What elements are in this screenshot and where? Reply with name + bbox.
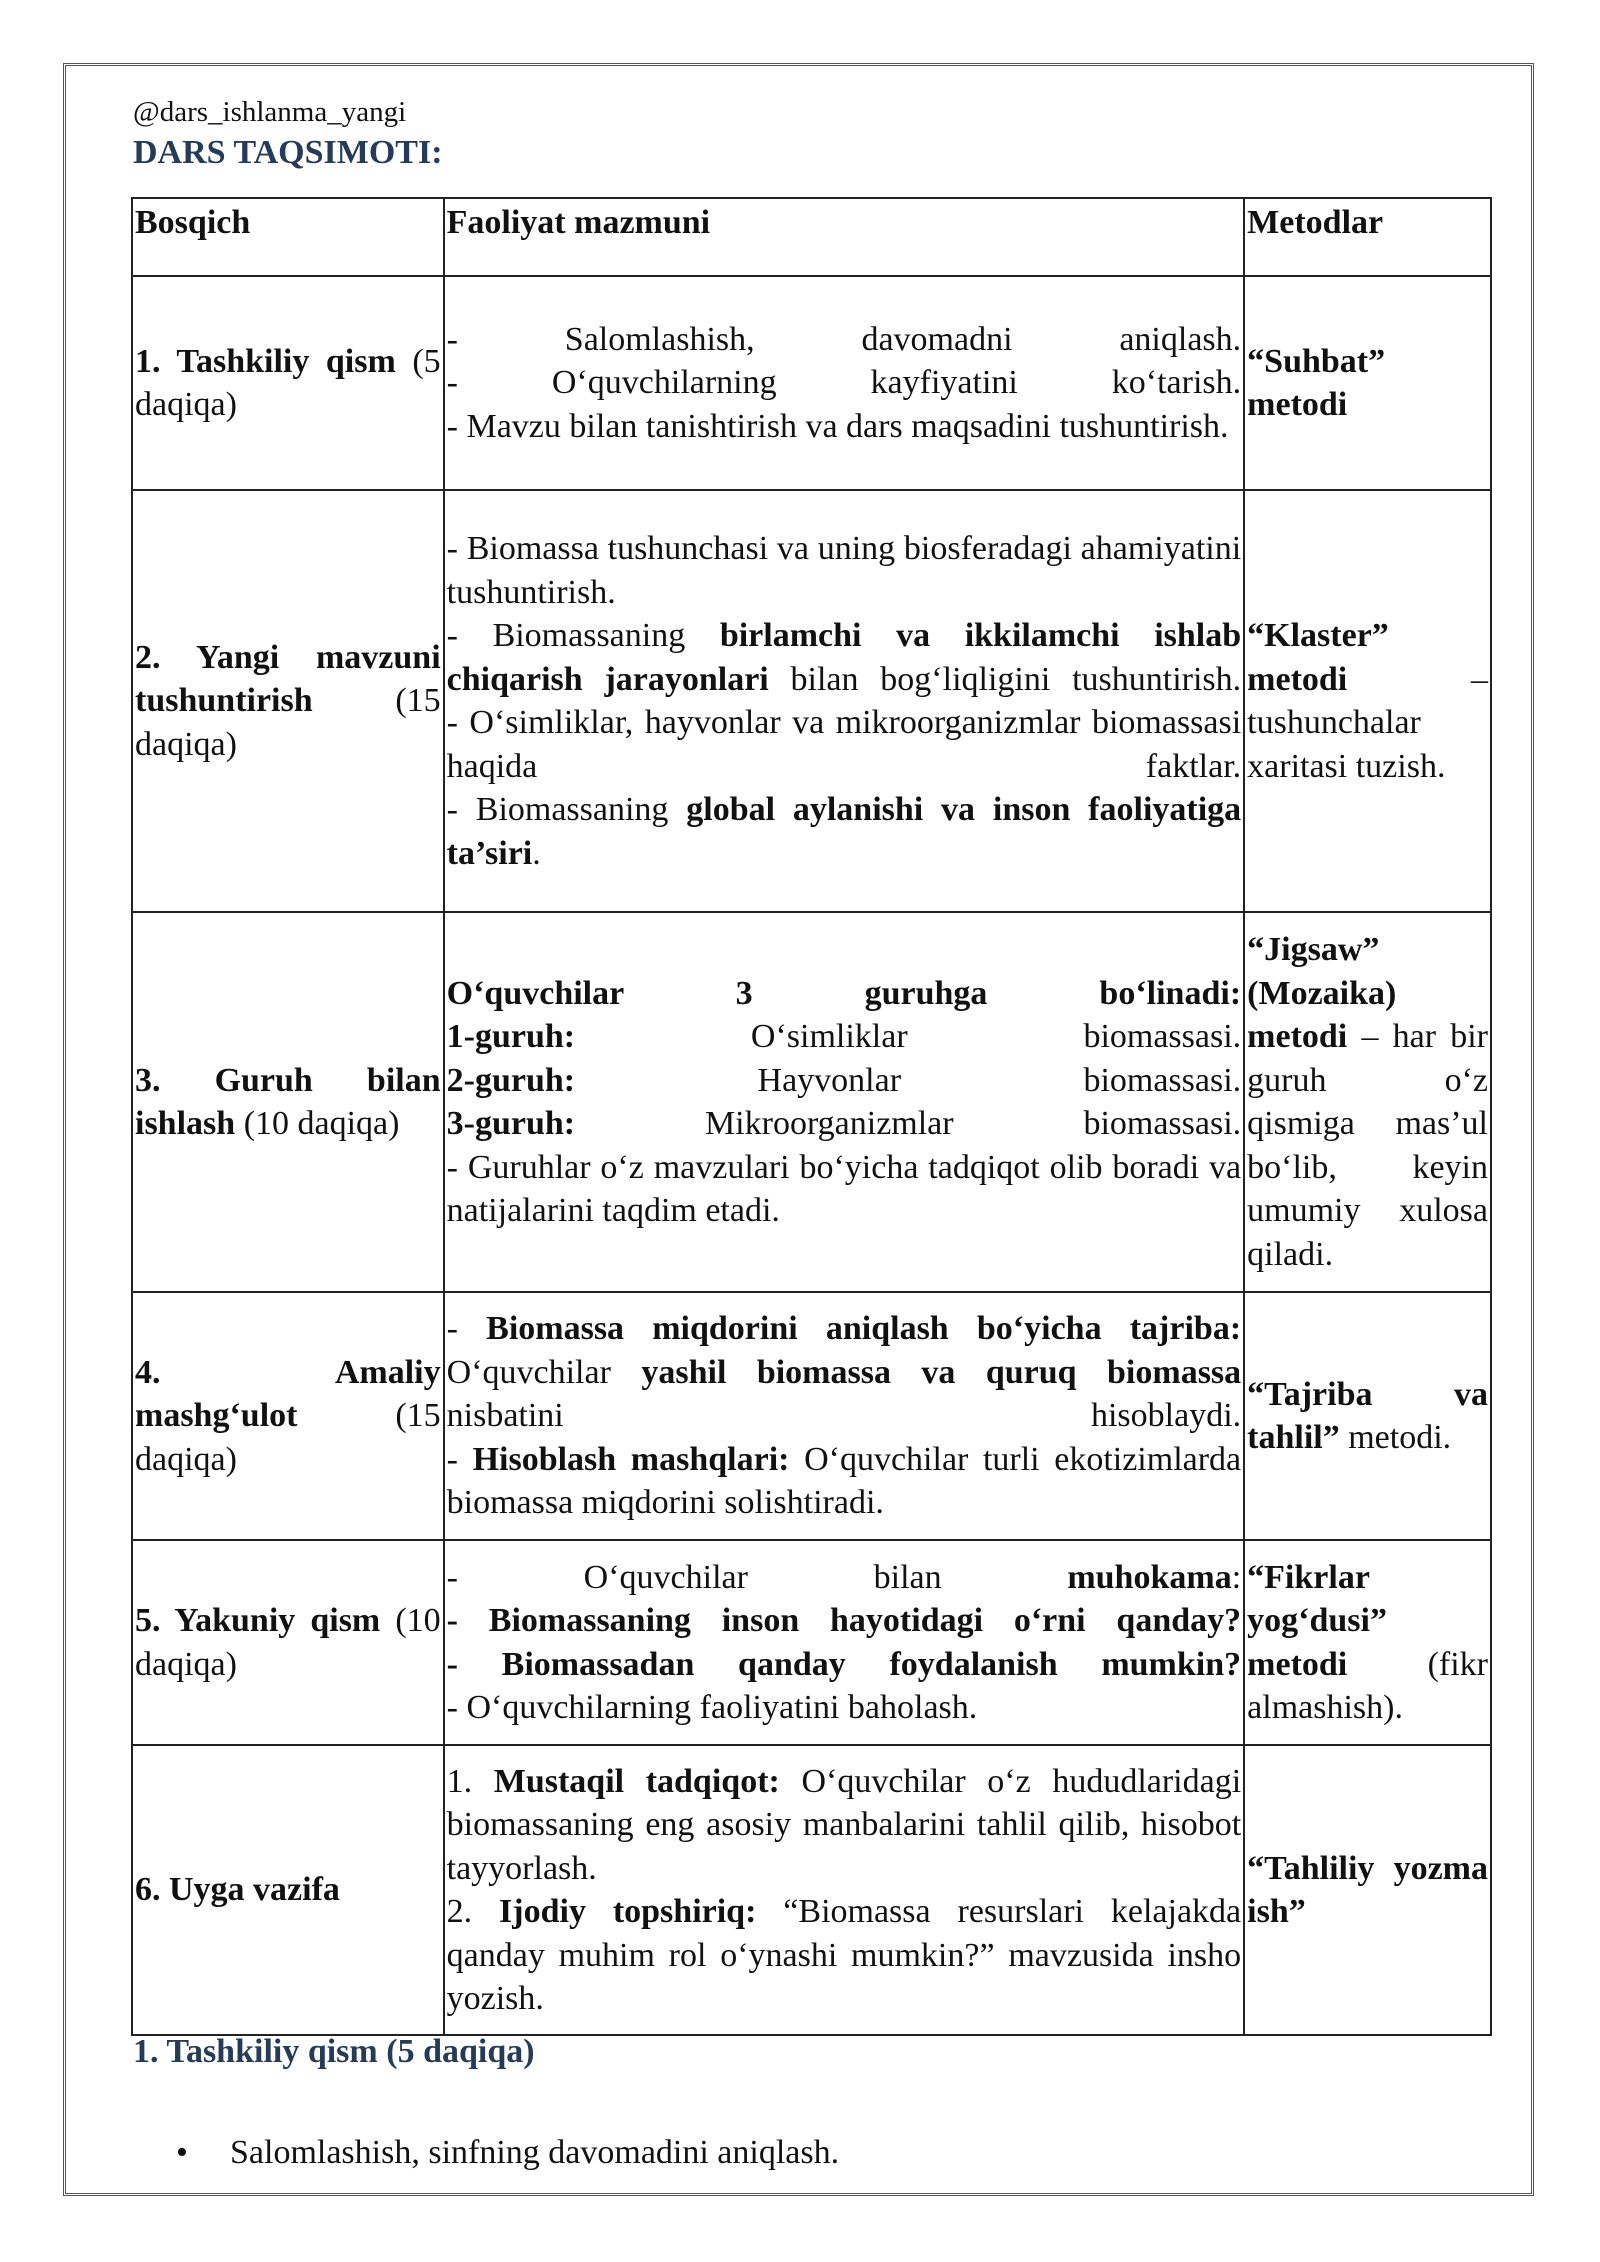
text: (10 daqiqa) bbox=[135, 1602, 441, 1683]
table-row bbox=[132, 1292, 1491, 1540]
table-row bbox=[132, 490, 1491, 912]
text: - bbox=[446, 1310, 487, 1348]
list-item-text: Salomlashish, sinfning davomadini aniqlash. bbox=[230, 2134, 840, 2171]
stage-cell bbox=[132, 1745, 444, 2035]
bold-text: Mustaqil tadqiqot: bbox=[493, 1762, 780, 1800]
bold-text: Biomassa miqdorini aniqlash bo‘yicha tajriba: bbox=[486, 1310, 1242, 1348]
activity-cell bbox=[444, 1292, 1245, 1540]
method-cell bbox=[1244, 1540, 1491, 1745]
activity-line bbox=[447, 405, 1242, 449]
text: (15 daqiqa) bbox=[135, 682, 441, 763]
activity-cell bbox=[444, 276, 1245, 490]
bold-text: Ijodiy topshiriq: bbox=[499, 1893, 757, 1930]
activity-line bbox=[447, 1307, 1242, 1351]
activity-line bbox=[447, 1015, 1242, 1059]
text: O‘quvchilar o‘z hududlaridagi biomassaning eng asosiy manbalarini tahlil qilib, hisobot tayyorlash. bbox=[446, 1762, 1242, 1887]
text: (15 daqiqa) bbox=[135, 1397, 441, 1478]
bold-text: “Fikrlar yog‘dusi” metodi bbox=[1247, 1558, 1387, 1683]
activity-cell bbox=[444, 912, 1245, 1292]
stage-cell bbox=[132, 912, 444, 1292]
text: . bbox=[532, 834, 541, 872]
activity-cell bbox=[444, 490, 1245, 912]
text: O‘quvchilar turli ekotizimlarda biomassa miqdorini solishtiradi. bbox=[446, 1440, 1242, 1522]
method-cell bbox=[1244, 1745, 1491, 2035]
activity-line bbox=[447, 1102, 1242, 1146]
table-row bbox=[132, 912, 1491, 1292]
bold-text: 3-guruh: bbox=[446, 1105, 576, 1142]
bold-text: 3. Guruh bilan ishlash bbox=[135, 1061, 441, 1142]
bold-text: 5. Yakuniy qism bbox=[135, 1602, 381, 1639]
text: O‘quvchilar bbox=[446, 1353, 642, 1391]
activity-line bbox=[447, 788, 1242, 875]
bold-text: birlamchi va ikkilamchi ishlab chiqarish jarayonlari bbox=[446, 617, 1242, 698]
text: – har bir guruh o‘z qismiga mas’ul bo‘lib, keyin umumiy xulosa qiladi. bbox=[1247, 1018, 1488, 1273]
header-activity: Faoliyat mazmuni bbox=[444, 198, 1245, 276]
text: Hayvonlar biomassasi. bbox=[575, 1061, 1242, 1099]
bold-text: 1. Tashkiliy qism bbox=[135, 342, 396, 380]
bold-text: 4. Amaliy mashg‘ulot bbox=[135, 1353, 441, 1435]
text: metodi. bbox=[1339, 1419, 1452, 1456]
bold-text: “Jigsaw” (Mozaika) metodi bbox=[1247, 931, 1397, 1055]
text: - O‘quvchilar bilan bbox=[446, 1558, 1068, 1596]
page-title: DARS TAQSIMOTI: bbox=[133, 134, 443, 171]
activity-line bbox=[447, 1059, 1242, 1103]
bold-text: 6. Uyga vazifa bbox=[135, 1871, 340, 1909]
method-cell bbox=[1244, 912, 1491, 1292]
activity-line bbox=[447, 318, 1242, 362]
activity-line bbox=[447, 1438, 1242, 1525]
header-methods: Metodlar bbox=[1244, 198, 1491, 276]
bold-text: 2-guruh: bbox=[446, 1061, 576, 1099]
activity-line bbox=[447, 1556, 1242, 1600]
method-cell bbox=[1244, 490, 1491, 912]
bold-text: muhokama bbox=[1067, 1558, 1232, 1596]
bold-text: “Suhbat” metodi bbox=[1247, 342, 1386, 423]
table-row bbox=[132, 1540, 1491, 1745]
method-cell bbox=[1244, 276, 1491, 490]
text: Mikroorganizmlar biomassasi. bbox=[575, 1105, 1242, 1142]
text: - O‘quvchilarning kayfiyatini ko‘tarish. bbox=[446, 364, 1242, 402]
bold-text: O‘quvchilar 3 guruhga bo‘linadi: bbox=[446, 974, 1242, 1012]
section-title: 1. Tashkiliy qism (5 daqiqa) bbox=[133, 2033, 535, 2070]
table-header-row bbox=[132, 198, 1491, 276]
bold-text: yashil biomassa va quruq biomassa bbox=[641, 1353, 1242, 1391]
activity-line bbox=[447, 1643, 1242, 1687]
text: - Mavzu bilan tanishtirish va dars maqsadini tushuntirish. bbox=[446, 407, 1229, 445]
bold-text: “Tahliliy yozma ish” bbox=[1247, 1849, 1488, 1930]
header-stage: Bosqich bbox=[132, 198, 444, 276]
bullet-dot: • bbox=[176, 2134, 188, 2171]
text: nisbatini hisoblaydi. bbox=[446, 1397, 1242, 1435]
bold-text: “Klaster” metodi bbox=[1247, 617, 1389, 698]
stage-cell bbox=[132, 1540, 444, 1745]
text: (10 daqiqa) bbox=[235, 1105, 400, 1142]
stage-cell bbox=[132, 1292, 444, 1540]
activity-line bbox=[447, 1146, 1242, 1233]
bold-text: 2. Yangi mavzuni tushuntirish bbox=[135, 638, 441, 720]
activity-line bbox=[447, 614, 1242, 701]
text: - Salomlashish, davomadni aniqlash. bbox=[446, 320, 1242, 358]
text: - O‘quvchilarning faoliyatini baholash. bbox=[446, 1689, 978, 1726]
activity-line bbox=[447, 1351, 1242, 1438]
text: 1. bbox=[446, 1762, 494, 1800]
stage-cell bbox=[132, 276, 444, 490]
method-cell bbox=[1244, 1292, 1491, 1540]
bold-text: “Tajriba va tahlil” bbox=[1247, 1375, 1488, 1456]
table-row bbox=[132, 276, 1491, 490]
bold-text: global aylanishi va inson faoliyatiga ta’siri bbox=[446, 791, 1242, 872]
activity-line bbox=[447, 361, 1242, 405]
channel-handle: @dars_ishlanma_yangi bbox=[133, 96, 407, 128]
text: – tushunchalar xaritasi tuzish. bbox=[1247, 660, 1488, 785]
activity-line bbox=[447, 1890, 1242, 2021]
text: (fikr almashish). bbox=[1247, 1645, 1488, 1726]
text: (5 daqiqa) bbox=[135, 342, 441, 423]
bold-text: 1-guruh: bbox=[446, 1018, 576, 1055]
stage-cell bbox=[132, 490, 444, 912]
list-item bbox=[176, 2134, 839, 2172]
activity-line bbox=[447, 1686, 1242, 1730]
activity-line bbox=[447, 527, 1242, 614]
text: O‘simliklar biomassasi. bbox=[575, 1018, 1242, 1055]
activity-line bbox=[447, 1599, 1242, 1643]
bold-text: Hisoblash mashqlari: bbox=[472, 1440, 790, 1478]
lesson-plan-table bbox=[131, 197, 1492, 2036]
text: 2. bbox=[446, 1893, 500, 1930]
table-row bbox=[132, 1745, 1491, 2035]
text: : bbox=[1231, 1558, 1242, 1596]
text: - Guruhlar o‘z mavzulari bo‘yicha tadqiqot olib boradi va natijalarini taqdim etadi. bbox=[446, 1148, 1242, 1229]
activity-line bbox=[447, 972, 1242, 1016]
text: - bbox=[446, 1440, 473, 1478]
bold-text: - Biomassadan qanday foydalanish mumkin? bbox=[446, 1645, 1242, 1683]
activity-cell bbox=[444, 1540, 1245, 1745]
text: - Biomassaning bbox=[446, 791, 687, 828]
activity-line bbox=[447, 1760, 1242, 1891]
activity-line bbox=[447, 701, 1242, 788]
activity-cell bbox=[444, 1745, 1245, 2035]
text: - Biomassa tushunchasi va uning biosferadagi ahamiyatini tushuntirish. bbox=[446, 530, 1242, 611]
text: - O‘simliklar, hayvonlar va mikroorganizmlar biomassasi haqida faktlar. bbox=[446, 704, 1242, 785]
text: bilan bog‘liqligini tushuntirish. bbox=[768, 660, 1242, 698]
text: - Biomassaning bbox=[446, 617, 720, 654]
bold-text: - Biomassaning inson hayotidagi o‘rni qanday? bbox=[446, 1602, 1242, 1639]
text: “Biomassa resurslari kelajakda qanday muhim rol o‘ynashi mumkin?” mavzusida insho yozish. bbox=[446, 1893, 1242, 2017]
